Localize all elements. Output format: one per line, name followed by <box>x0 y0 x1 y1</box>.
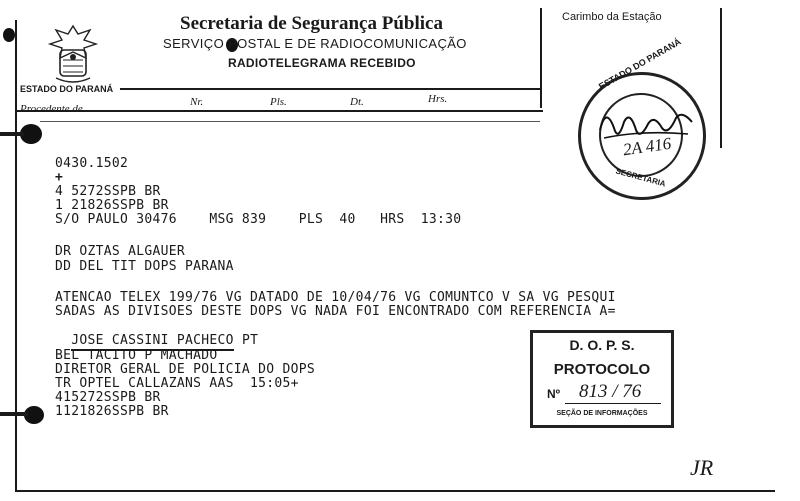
ink-stroke <box>0 132 24 136</box>
service-label: SERVIÇO POSTAL E DE RADIOCOMUNICAÇÃO <box>163 36 467 51</box>
field-nr-label: Nr. <box>190 96 204 108</box>
dops-title: D. O. P. S. <box>569 337 635 353</box>
ink-stroke <box>0 412 28 416</box>
station-box-right <box>720 8 722 148</box>
message-recipient-1: DR OZTAS ALGAUER <box>55 244 186 259</box>
stamp-top-text: ESTADO DO PARANÁ <box>597 36 683 92</box>
fields-line <box>15 110 543 112</box>
fields-underline <box>40 121 540 122</box>
message-body-line-2: SADAS AS DIVISOES DESTE DOPS VG NADA FOI ENCONTRADO COM REFERENCIA A= <box>55 304 616 319</box>
message-body-line-1: ATENCAO TELEX 199/76 VG DATADO DE 10/04/76 VG COMUNTCO V SA VG PESQUI <box>55 290 616 305</box>
ink-blot <box>3 28 15 42</box>
message-recipient-2: DD DEL TIT DOPS PARANA <box>55 259 234 274</box>
footer-handwritten-mark: JR <box>690 455 714 480</box>
dops-number-underline <box>565 403 661 404</box>
station-stamp-label: Carimbo da Estação <box>562 11 662 23</box>
dops-protocol-stamp <box>530 330 674 428</box>
message-ref: 0430.1502 <box>55 156 129 171</box>
message-origin-line: S/O PAULO 30476 MSG 839 PLS 40 HRS 13:30 <box>55 212 462 227</box>
signature-line-1: BEL TACITO P MACHADO <box>55 348 218 363</box>
message-code-2: 1 21826SSPB BR <box>55 198 169 213</box>
stamp-bottom-text: SECRETARIA <box>614 166 667 189</box>
signature-line-2: DIRETOR GERAL DE POLICIA DO DOPS <box>55 362 316 377</box>
subject-name: JOSE CASSINI PACHECO <box>71 333 234 351</box>
message-code-3: 415272SSPB BR <box>55 390 161 405</box>
field-hrs-label: Hrs. <box>428 93 448 105</box>
stamp-handwritten-number: 2A 416 <box>621 133 673 160</box>
signature-line-3: TR OPTEL CALLAZANS AAS 15:05+ <box>55 376 299 391</box>
message-code-4: 1121826SSPB BR <box>55 404 169 419</box>
dops-number-label: Nº <box>547 387 561 401</box>
header-divider <box>120 88 542 90</box>
page-title: Secretaria de Segurança Pública <box>180 13 443 34</box>
field-pls-label: Pls. <box>270 96 287 108</box>
message-code-1: 4 5272SSPB BR <box>55 184 161 199</box>
coat-of-arms-icon <box>46 24 100 86</box>
document-type: RADIOTELEGRAMA RECEBIDO <box>228 56 416 70</box>
handwritten-signature-icon <box>592 100 702 150</box>
message-body-line-3 <box>55 318 258 348</box>
form-bottom-border <box>15 490 775 492</box>
form-left-border <box>15 20 17 492</box>
dops-protocol-label: PROTOCOLO <box>553 361 651 378</box>
field-dt-label: Dt. <box>350 96 364 108</box>
message-plus: + <box>55 170 64 185</box>
state-label: ESTADO DO PARANÁ <box>20 84 114 94</box>
subject-tail: PT <box>233 333 259 348</box>
station-box-left <box>540 8 542 108</box>
field-origin-label: Procedente de <box>20 103 83 115</box>
dops-section-label: SEÇÃO DE INFORMAÇÕES <box>556 410 648 417</box>
dops-number-value: 813 / 76 <box>579 381 642 402</box>
